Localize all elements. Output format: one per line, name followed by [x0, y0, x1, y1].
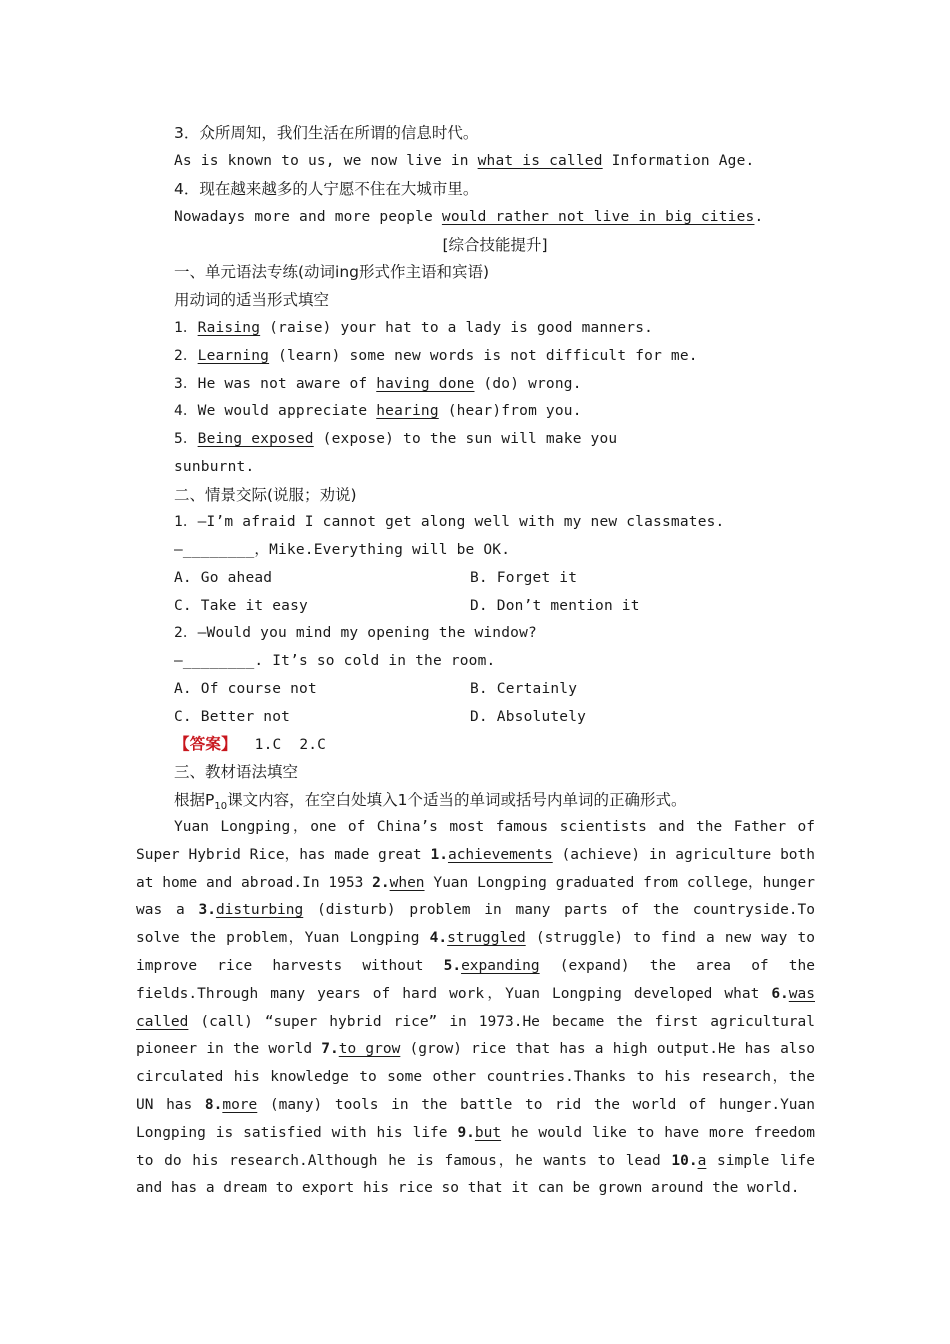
blank-answer: was called: [136, 985, 815, 1030]
passage-text: he would like to have more freedom to do his research.Although he is famous，he wants to lead: [136, 1124, 815, 1169]
blank-number: 6.: [771, 985, 789, 1002]
option-b: B. Certainly: [470, 681, 578, 697]
item-text: (expose) to the sun will make you: [313, 431, 618, 447]
item-text: We would appreciate: [197, 403, 377, 419]
item-number: 1．: [174, 320, 198, 336]
grammar-item-2: [174, 346, 698, 366]
answer-key: [174, 734, 326, 755]
blank-answer: a: [697, 1152, 707, 1169]
blank-answer: to grow: [338, 1041, 401, 1058]
cloze-passage: [136, 814, 815, 1203]
blank-answer: achievements: [447, 846, 553, 863]
passage-text: (disturb) problem in many parts of the countryside.To solve the problem，Yuan Longping: [136, 902, 815, 947]
blank-answer: struggled: [447, 930, 526, 947]
blank-number: 7.: [321, 1041, 339, 1058]
grammar-item-4: [174, 401, 582, 421]
q3-answer: what is called: [477, 153, 603, 169]
dialogue-q1: 1．—I’m afraid I cannot get along well with my new classmates.: [174, 514, 725, 530]
grammar-heading: 一、单元语法专练(动词ing形式作主语和宾语): [174, 263, 490, 281]
blank-answer: disturbing: [215, 902, 304, 919]
grammar-instruction: 用动词的适当形式填空: [174, 291, 330, 309]
item-text: (do) wrong.: [474, 376, 582, 392]
blank-answer: expanding: [461, 957, 540, 974]
blank-number: 9.: [457, 1124, 475, 1141]
grammar-item-5-continued: sunburnt.: [174, 459, 255, 475]
grammar-item-3: [174, 374, 582, 394]
dialogue-q1-options-row-2: [174, 596, 640, 616]
translation-q4-english: [174, 207, 763, 227]
answer-text: 1.C 2.C: [236, 737, 327, 753]
item-answer: Raising: [197, 320, 261, 336]
q3-prefix: As is known to us, we now live in: [174, 153, 478, 169]
answer-label: 【答案】: [174, 735, 237, 753]
passage-text: (many) tools in the battle to rid the world of hunger.Yuan Longping is satisfied with his life: [136, 1096, 815, 1141]
translation-q3-english: [174, 151, 754, 171]
q4-answer: would rather not live in big cities: [441, 209, 755, 225]
passage-text: (grow) rice that has a high output.He has also circulated his knowledge to some other countries.Thanks to his research，the UN has: [136, 1041, 815, 1113]
blank-number: 4.: [429, 930, 448, 947]
option-c: C. Take it easy: [174, 598, 308, 614]
blank-answer: but: [474, 1124, 502, 1141]
q4-prefix: Nowadays more and more people: [174, 209, 442, 225]
blank-answer: more: [222, 1096, 258, 1113]
item-text: (learn) some new words is not difficult for me.: [269, 348, 698, 364]
blank-answer: when: [389, 874, 425, 891]
translation-q4-chinese: 4．现在越来越多的人宁愿不住在大城市里。: [174, 180, 479, 198]
dialogue-q1-reply: —________，Mike.Everything will be OK.: [174, 542, 511, 558]
passage-text: (call) “super hybrid rice” in 1973.He became the first agricultural pioneer in the world: [136, 1013, 815, 1058]
item-answer: hearing: [376, 403, 439, 419]
q4-suffix: .: [754, 209, 764, 225]
grammar-item-5: [174, 429, 617, 449]
dialogue-heading: 二、情景交际(说服；劝说): [174, 486, 357, 504]
item-text: He was not aware of: [197, 376, 377, 392]
passage-text: (struggle) to find a new way to improve rice harvests without: [136, 930, 815, 974]
option-c: C. Better not: [174, 709, 291, 725]
translation-q3-chinese: 3．众所周知，我们生活在所谓的信息时代。: [174, 124, 479, 142]
instruction-text: 课文内容，在空白处填入1个适当的单词或括号内单词的正确形式。: [227, 791, 687, 809]
item-number: 5．: [174, 431, 198, 447]
item-number: 2．: [174, 348, 198, 364]
passage-text: Yuan Longping，one of China’s most famous scientists and the Father of Super Hybrid Rice，has made great: [136, 819, 815, 863]
page-subscript: 10: [214, 801, 228, 813]
instruction-text: 根据P: [174, 791, 215, 809]
item-text: (raise) your hat to a lady is good manners.: [260, 320, 654, 336]
dialogue-q2-options-row-2: [174, 707, 587, 727]
blank-number: 1.: [430, 846, 448, 863]
section-title: [综合技能提升]: [442, 236, 548, 254]
dialogue-q2-options-row-1: [174, 679, 578, 699]
option-a: A. Of course not: [174, 681, 317, 697]
blank-number: 10.: [671, 1152, 698, 1169]
grammar-item-1: [174, 318, 653, 338]
item-text: (hear)from you.: [438, 403, 582, 419]
blank-number: 3.: [198, 902, 216, 919]
blank-number: 5.: [443, 957, 462, 974]
item-answer: having done: [376, 376, 475, 392]
item-answer: Being exposed: [197, 431, 314, 447]
dialogue-q1-options-row-1: [174, 568, 578, 588]
dialogue-q2: 2．—Would you mind my opening the window?: [174, 625, 537, 641]
item-answer: Learning: [197, 348, 270, 364]
blank-number: 2.: [372, 874, 390, 891]
blank-number: 8.: [204, 1096, 223, 1113]
passage-text: simple life and has a dream to export his rice so that it can be grown around the world.: [136, 1152, 815, 1197]
option-d: D. Don’t mention it: [470, 598, 640, 614]
dialogue-q2-reply: —________. It’s so cold in the room.: [174, 653, 496, 669]
item-number: 4．: [174, 403, 198, 419]
q3-suffix: Information Age.: [602, 153, 755, 169]
passage-text: (achieve) in agriculture both at home and abroad.In 1953: [136, 846, 815, 891]
passage-text: (expand) the area of the fields.Through many years of hard work，Yuan Longping developed what: [136, 957, 815, 1002]
cloze-heading: 三、教材语法填空: [174, 763, 299, 781]
item-number: 3．: [174, 376, 198, 392]
option-a: A. Go ahead: [174, 570, 273, 586]
option-b: B. Forget it: [470, 570, 578, 586]
passage-text: Yuan Longping graduated from college，hunger was a: [136, 874, 816, 919]
option-d: D. Absolutely: [470, 709, 587, 725]
